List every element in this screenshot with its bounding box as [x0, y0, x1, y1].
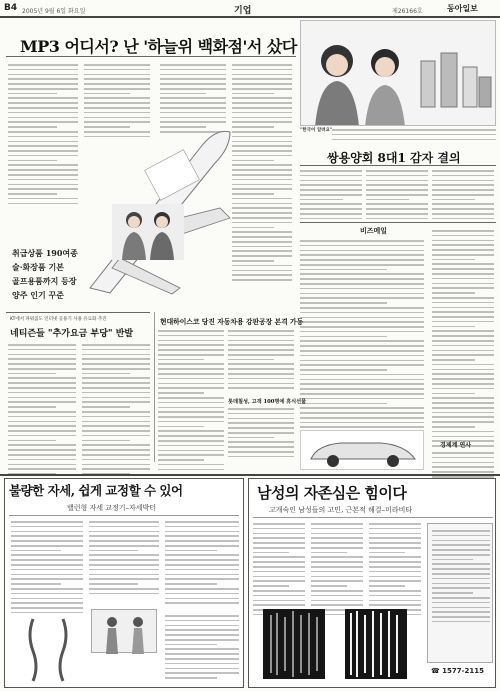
posture-ad-headline: 불량한 자세, 쉽게 교정할 수 있어 [9, 483, 183, 498]
hyundai-story-text [228, 330, 294, 392]
vitality-ad-phone: ☎ 1577-2115 [431, 667, 485, 675]
promo-line: 양주 인기 꾸준 [12, 290, 64, 300]
main-story-text [8, 64, 78, 207]
side-story-text [300, 170, 362, 223]
side-story-text [366, 170, 428, 223]
vitality-ad-subhead: 고개숙인 남성들의 고민, 근본적 해결–미라비타 [269, 506, 413, 514]
biz-box-text [432, 230, 494, 450]
ktf-kicker: KT에서 파워콤도 인터넷 공용기 사용 유료화 추진 [10, 317, 107, 322]
issue-date: 2005년 9월 6일 화요일 [22, 8, 86, 15]
economy-box-title: 경제계 연사 [440, 442, 472, 449]
promo-line: 골프용품까지 등장 [12, 276, 77, 286]
hyundai-story-text [158, 330, 224, 473]
main-headline: MP3 어디서? 난 '하늘위 백화점'서 샀다 [20, 37, 297, 56]
posture-ad-text [165, 615, 239, 682]
newspaper-name: 동아일보 [447, 3, 478, 13]
caption-text [332, 129, 496, 143]
posture-ad-text [11, 521, 83, 617]
page-header [0, 0, 500, 18]
posture-ad-text [165, 521, 239, 607]
photo-caption: "한국어 알려요" [300, 128, 333, 133]
vitality-ad-text [369, 523, 421, 619]
xray-left [263, 609, 325, 679]
biz-box-text [300, 240, 424, 431]
main-story-text [232, 64, 292, 284]
vitality-ad-text [253, 523, 305, 619]
page-number: B4 [4, 3, 18, 13]
section-title: 기업 [234, 6, 252, 16]
vitality-ad [248, 478, 496, 688]
ktf-headline: 네티즌들 "추가요금 부당" 반발 [10, 329, 134, 339]
attendants-photo [112, 204, 184, 260]
spine-illustration [13, 615, 83, 683]
promo-line: 취급상품 190여종 [12, 248, 78, 258]
side-story-text [432, 170, 494, 223]
xray-right [345, 609, 407, 679]
issue-number: 제26166호 [392, 8, 423, 15]
vitality-ad-info-box [427, 523, 493, 663]
product-photo [300, 20, 496, 126]
hyundai-headline: 현대하이스코 당진 자동차용 강판공장 본격 가동 [160, 318, 304, 326]
side-headline: 쌍용양회 8대1 감자 결의 [327, 151, 461, 165]
lotte-headline: 롯데칠성, 고객 100명에 휴식선물 [228, 399, 307, 405]
ktf-story-text [8, 344, 76, 487]
posture-ad-product-photo [91, 609, 157, 653]
posture-ad [4, 478, 244, 688]
promo-line: 술·화장품 기본 [12, 262, 64, 272]
posture-ad-subhead: 밸런형 자세 교정기–자세박터 [67, 504, 157, 512]
ktf-story-text [82, 344, 150, 487]
lotte-story-text [228, 408, 294, 461]
car-photo [300, 430, 424, 470]
posture-ad-text [89, 521, 159, 598]
vitality-ad-headline: 남성의 자존심은 힘이다 [257, 484, 407, 502]
vitality-ad-text [311, 523, 363, 619]
biz-box-title: 비즈메일 [360, 227, 388, 235]
